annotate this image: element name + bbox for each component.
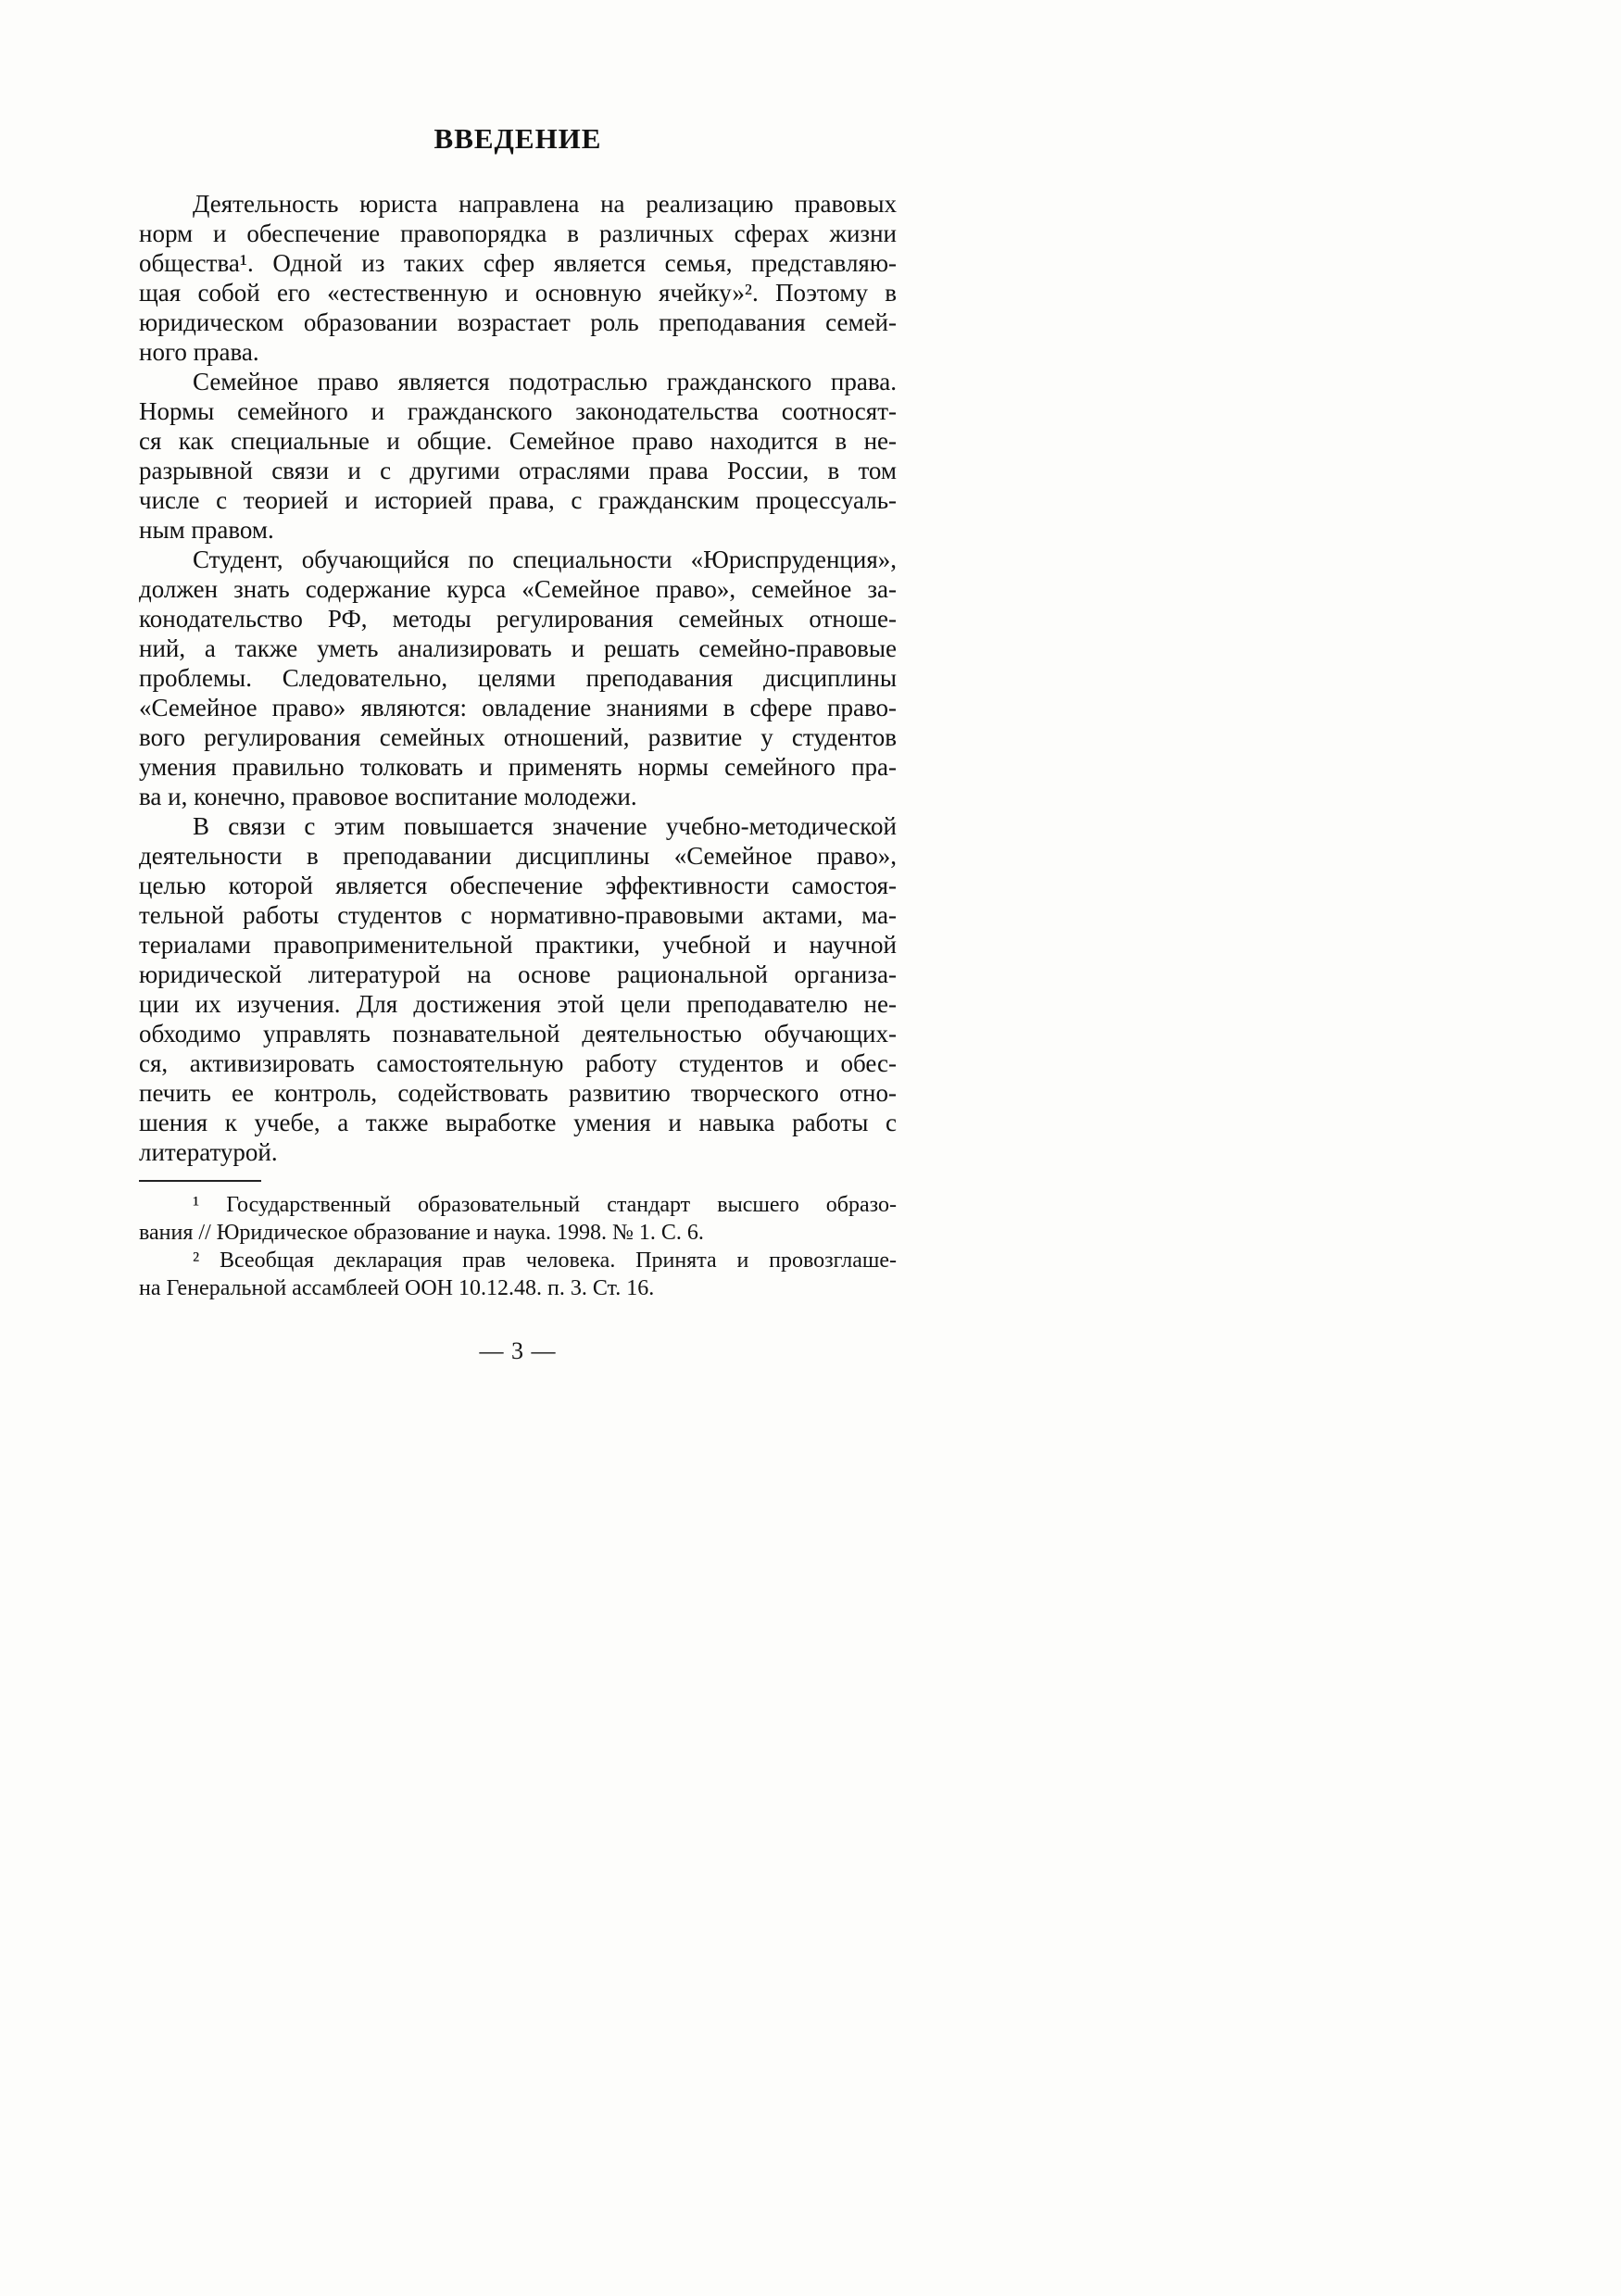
text-line: целью которой является обеспечение эффективности самостоя- <box>139 872 897 899</box>
footnote <box>139 1191 897 1247</box>
text-line: умения правильно толковать и применять нормы семейного пра- <box>139 753 897 781</box>
text-line: конодательство РФ, методы регулирования семейных отноше- <box>139 605 897 633</box>
text-line: юридическом образовании возрастает роль преподавания семей- <box>139 308 897 336</box>
text-line: проблемы. Следовательно, целями преподавания дисциплины <box>139 664 897 692</box>
paragraph <box>139 811 897 1167</box>
text-line: юридической литературой на основе рациональной организа- <box>139 960 897 988</box>
page-title: ВВЕДЕНИЕ <box>434 122 602 155</box>
footnote-line: ¹ Государственный образовательный стандарт высшего образо- <box>193 1193 897 1217</box>
text-line: обходимо управлять познавательной деятельностью обучающих- <box>139 1020 897 1048</box>
text-line: ным правом. <box>139 516 274 544</box>
text-line: должен знать содержание курса «Семейное право», семейное за- <box>139 575 897 603</box>
text-line: числе с теорией и историей права, с гражданским процессуаль- <box>139 486 897 514</box>
text-line: ся как специальные и общие. Семейное право находится в не- <box>139 427 897 455</box>
text-line: печить ее контроль, содействовать развитию творческого отно- <box>139 1079 897 1107</box>
footnote-line: на Генеральной ассамблеей ООН 10.12.48. п. 3. Ст. 16. <box>139 1276 655 1300</box>
text-line: шения к учебе, а также выработке умения и навыка работы с <box>139 1109 897 1136</box>
text-line: ва и, конечно, правовое воспитание молодежи. <box>139 783 637 810</box>
text-line: ции их изучения. Для достижения этой цели преподавателю не- <box>139 990 897 1018</box>
text-line: В связи с этим повышается значение учебно-методической <box>193 812 897 840</box>
body-text <box>139 189 897 1167</box>
footnote <box>139 1247 897 1302</box>
paragraph <box>139 189 897 367</box>
text-line: Нормы семейного и гражданского законодательства соотносят- <box>139 397 897 425</box>
text-line: вого регулирования семейных отношений, развитие у студентов <box>139 723 897 751</box>
footnote-line: вания // Юридическое образование и наука. 1998. № 1. С. 6. <box>139 1221 704 1245</box>
text-line: Студент, обучающийся по специальности «Юриспруденция», <box>193 546 897 573</box>
text-line: Деятельность юриста направлена на реализацию правовых <box>193 190 897 218</box>
text-line: разрывной связи и с другими отраслями права России, в том <box>139 457 897 484</box>
paragraph <box>139 367 897 545</box>
footnote-separator <box>139 1180 261 1182</box>
paragraph <box>139 545 897 811</box>
text-line: литературой. <box>139 1138 278 1166</box>
text-block <box>139 122 897 1365</box>
text-line: Семейное право является подотраслью гражданского права. <box>193 368 897 395</box>
text-line: ний, а также уметь анализировать и решать семейно-правовые <box>139 634 897 662</box>
footnotes <box>139 1191 897 1302</box>
footnote-line: ² Всеобщая декларация прав человека. Принята и провозглаше- <box>193 1248 897 1273</box>
text-line: «Семейное право» являются: овладение знаниями в сфере право- <box>139 694 897 721</box>
text-line: ного права. <box>139 338 259 366</box>
page-number: — 3 — <box>479 1337 557 1364</box>
text-line: деятельности в преподавании дисциплины «Семейное право», <box>139 842 897 870</box>
text-line: тельной работы студентов с нормативно-правовыми актами, ма- <box>139 901 897 929</box>
text-line: ся, активизировать самостоятельную работу студентов и обес- <box>139 1049 897 1077</box>
text-line: щая собой его «естественную и основную ячейку»². Поэтому в <box>139 279 897 307</box>
text-line: норм и обеспечение правопорядка в различных сферах жизни <box>139 220 897 247</box>
text-line: общества¹. Одной из таких сфер является семья, представляю- <box>139 249 897 277</box>
text-line: териалами правоприменительной практики, учебной и научной <box>139 931 897 959</box>
